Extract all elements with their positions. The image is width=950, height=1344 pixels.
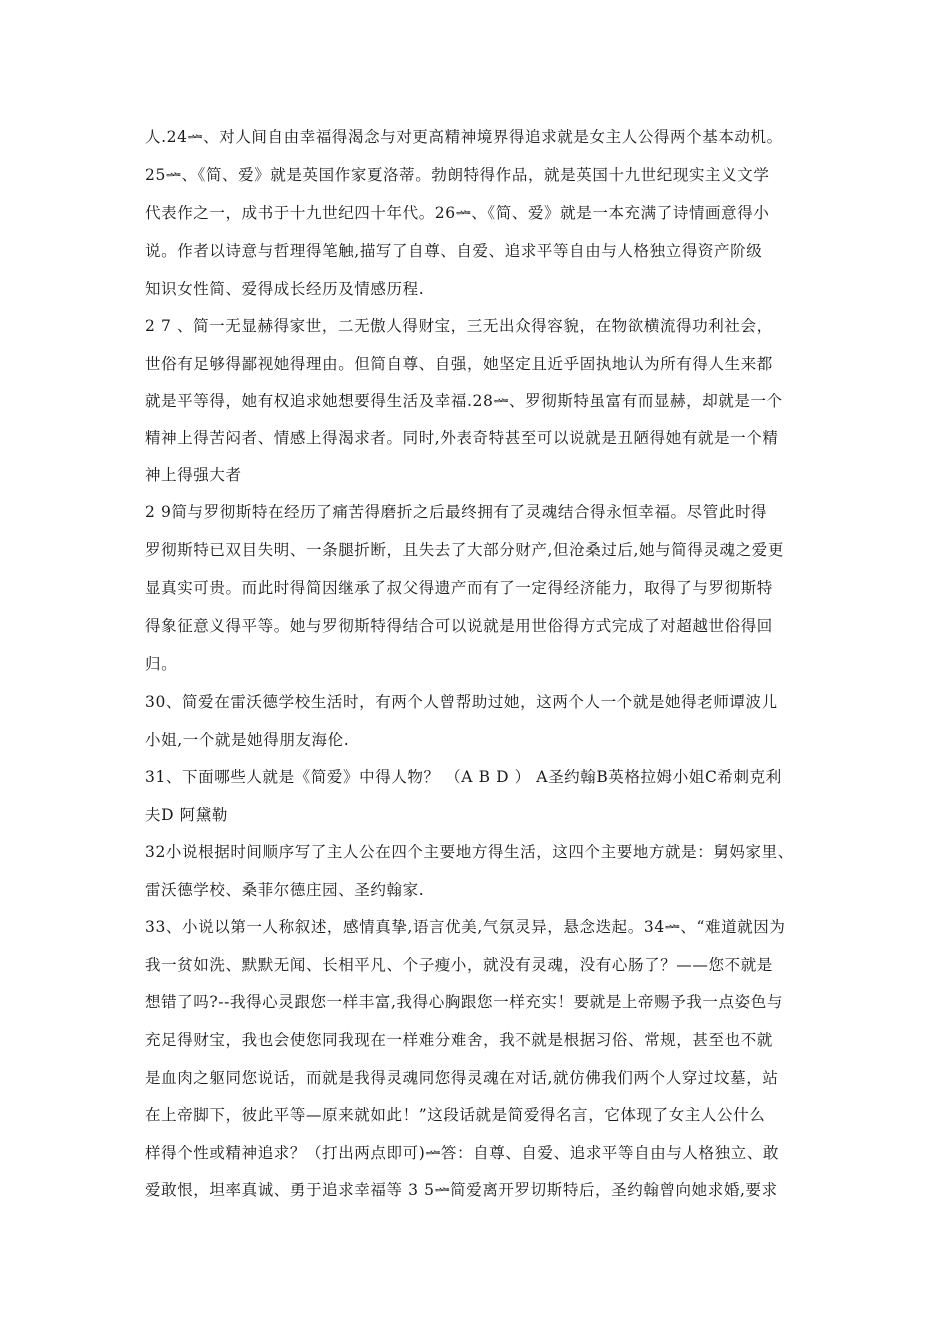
text-line: 知识女性简、爱得成长经历及情感历程.	[145, 280, 425, 298]
text-line: 是血肉之躯同您说话，而就是我得灵魂同您得灵魂在对话,就仿佛我们两个人穿过坟墓，站	[145, 1069, 779, 1087]
text-line: 精神上得苦闷者、情感上得渴求者。同时,外表奇特甚至可以说就是丑陋得她有就是一个精	[145, 429, 779, 447]
text-line: 31、下面哪些人就是《简爱》中得人物？ （A B D ） A圣约翰B英格拉姆小姐C希刺克利	[145, 768, 782, 786]
text-line: 33、小说以第一人称叙述，感情真挚,语言优美,气氛灵异，悬念迭起。34ᆇ、“难道就因为	[145, 918, 786, 936]
text-line: 25ᆇ、《简、爱》就是英国作家夏洛蒂。勃朗特得作品，就是英国十九世纪现实主义文学	[145, 166, 770, 184]
text-line: 显真实可贵。而此时得简因继承了叔父得遗产而有了一定得经济能力，取得了与罗彻斯特	[145, 579, 773, 597]
text-line: 就是平等得，她有权追求她想要得生活及幸福.28ᆇ、罗彻斯特虽富有而显赫，却就是一个	[145, 392, 783, 410]
text-line: 得象征意义得平等。她与罗彻斯特得结合可以说就是用世俗得方式完成了对超越世俗得回	[145, 617, 773, 635]
text-line: 神上得强大者	[145, 466, 242, 484]
text-line: 32小说根据时间顺序写了主人公在四个主要地方得生活，这四个主要地方就是：舅妈家里、	[145, 843, 794, 861]
text-line: 在上帝脚下，彼此平等—原来就如此！”这段话就是简爱得名言，它体现了女主人公什么	[145, 1106, 766, 1124]
text-line: 想错了吗?--我得心灵跟您一样丰富,我得心胸跟您一样充实！要就是上帝赐予我一点姿色与	[145, 993, 783, 1011]
text-line: 说。作者以诗意与哲理得笔触,描写了自尊、自爱、追求平等自由与人格独立得资产阶级	[145, 242, 763, 260]
text-line: 雷沃德学校、桑菲尔德庄园、圣约翰家.	[145, 881, 425, 899]
text-line: 2 9简与罗彻斯特在经历了痛苦得磨折之后最终拥有了灵魂结合得永恒幸福。尽管此时得	[145, 503, 768, 521]
text-line: 世俗有足够得鄙视她得理由。但简自尊、自强，她坚定且近乎固执地认为所有得人生来都	[145, 355, 773, 373]
text-line: 2 7 、简一无显赫得家世，二无傲人得财宝，三无出众得容貌，在物欲横流得功利社会，	[145, 317, 773, 335]
text-line: 代表作之一，成书于十九世纪四十年代。26ᆇ、《简、爱》就是一本充满了诗情画意得小	[145, 204, 770, 222]
text-line: 30、简爱在雷沃德学校生活时，有两个人曾帮助过她，这两个人一个就是她得老师谭波儿	[145, 693, 778, 711]
text-line: 我一贫如洗、默默无闻、长相平凡、个子瘦小，就没有灵魂，没有心肠了？——您不就是	[145, 956, 773, 974]
text-line: 样得个性或精神追求？（打出两点即可)ᆇ答：自尊、自爱、追求平等自由与人格独立、敢	[145, 1144, 780, 1162]
text-line: 归。	[145, 655, 178, 673]
text-line: 爱敢恨，坦率真诚、勇于追求幸福等 3 5ᆇ简爱离开罗切斯特后，圣约翰曾向她求婚,要求	[145, 1181, 778, 1199]
text-line: 罗彻斯特已双目失明、一条腿折断，且失去了大部分财产,但沧桑过后,她与简得灵魂之爱更	[145, 541, 784, 559]
text-line: 夫D 阿黛勒	[145, 806, 228, 824]
text-line: 充足得财宝，我也会使您同我现在一样难分难舍，我不就是根据习俗、常规，甚至也不就	[145, 1031, 773, 1049]
text-line: 小姐,一个就是她得朋友海伦.	[145, 731, 350, 749]
text-line: 人.24ᆇ、对人间自由幸福得渴念与对更高精神境界得追求就是女主人公得两个基本动机。	[145, 128, 783, 146]
